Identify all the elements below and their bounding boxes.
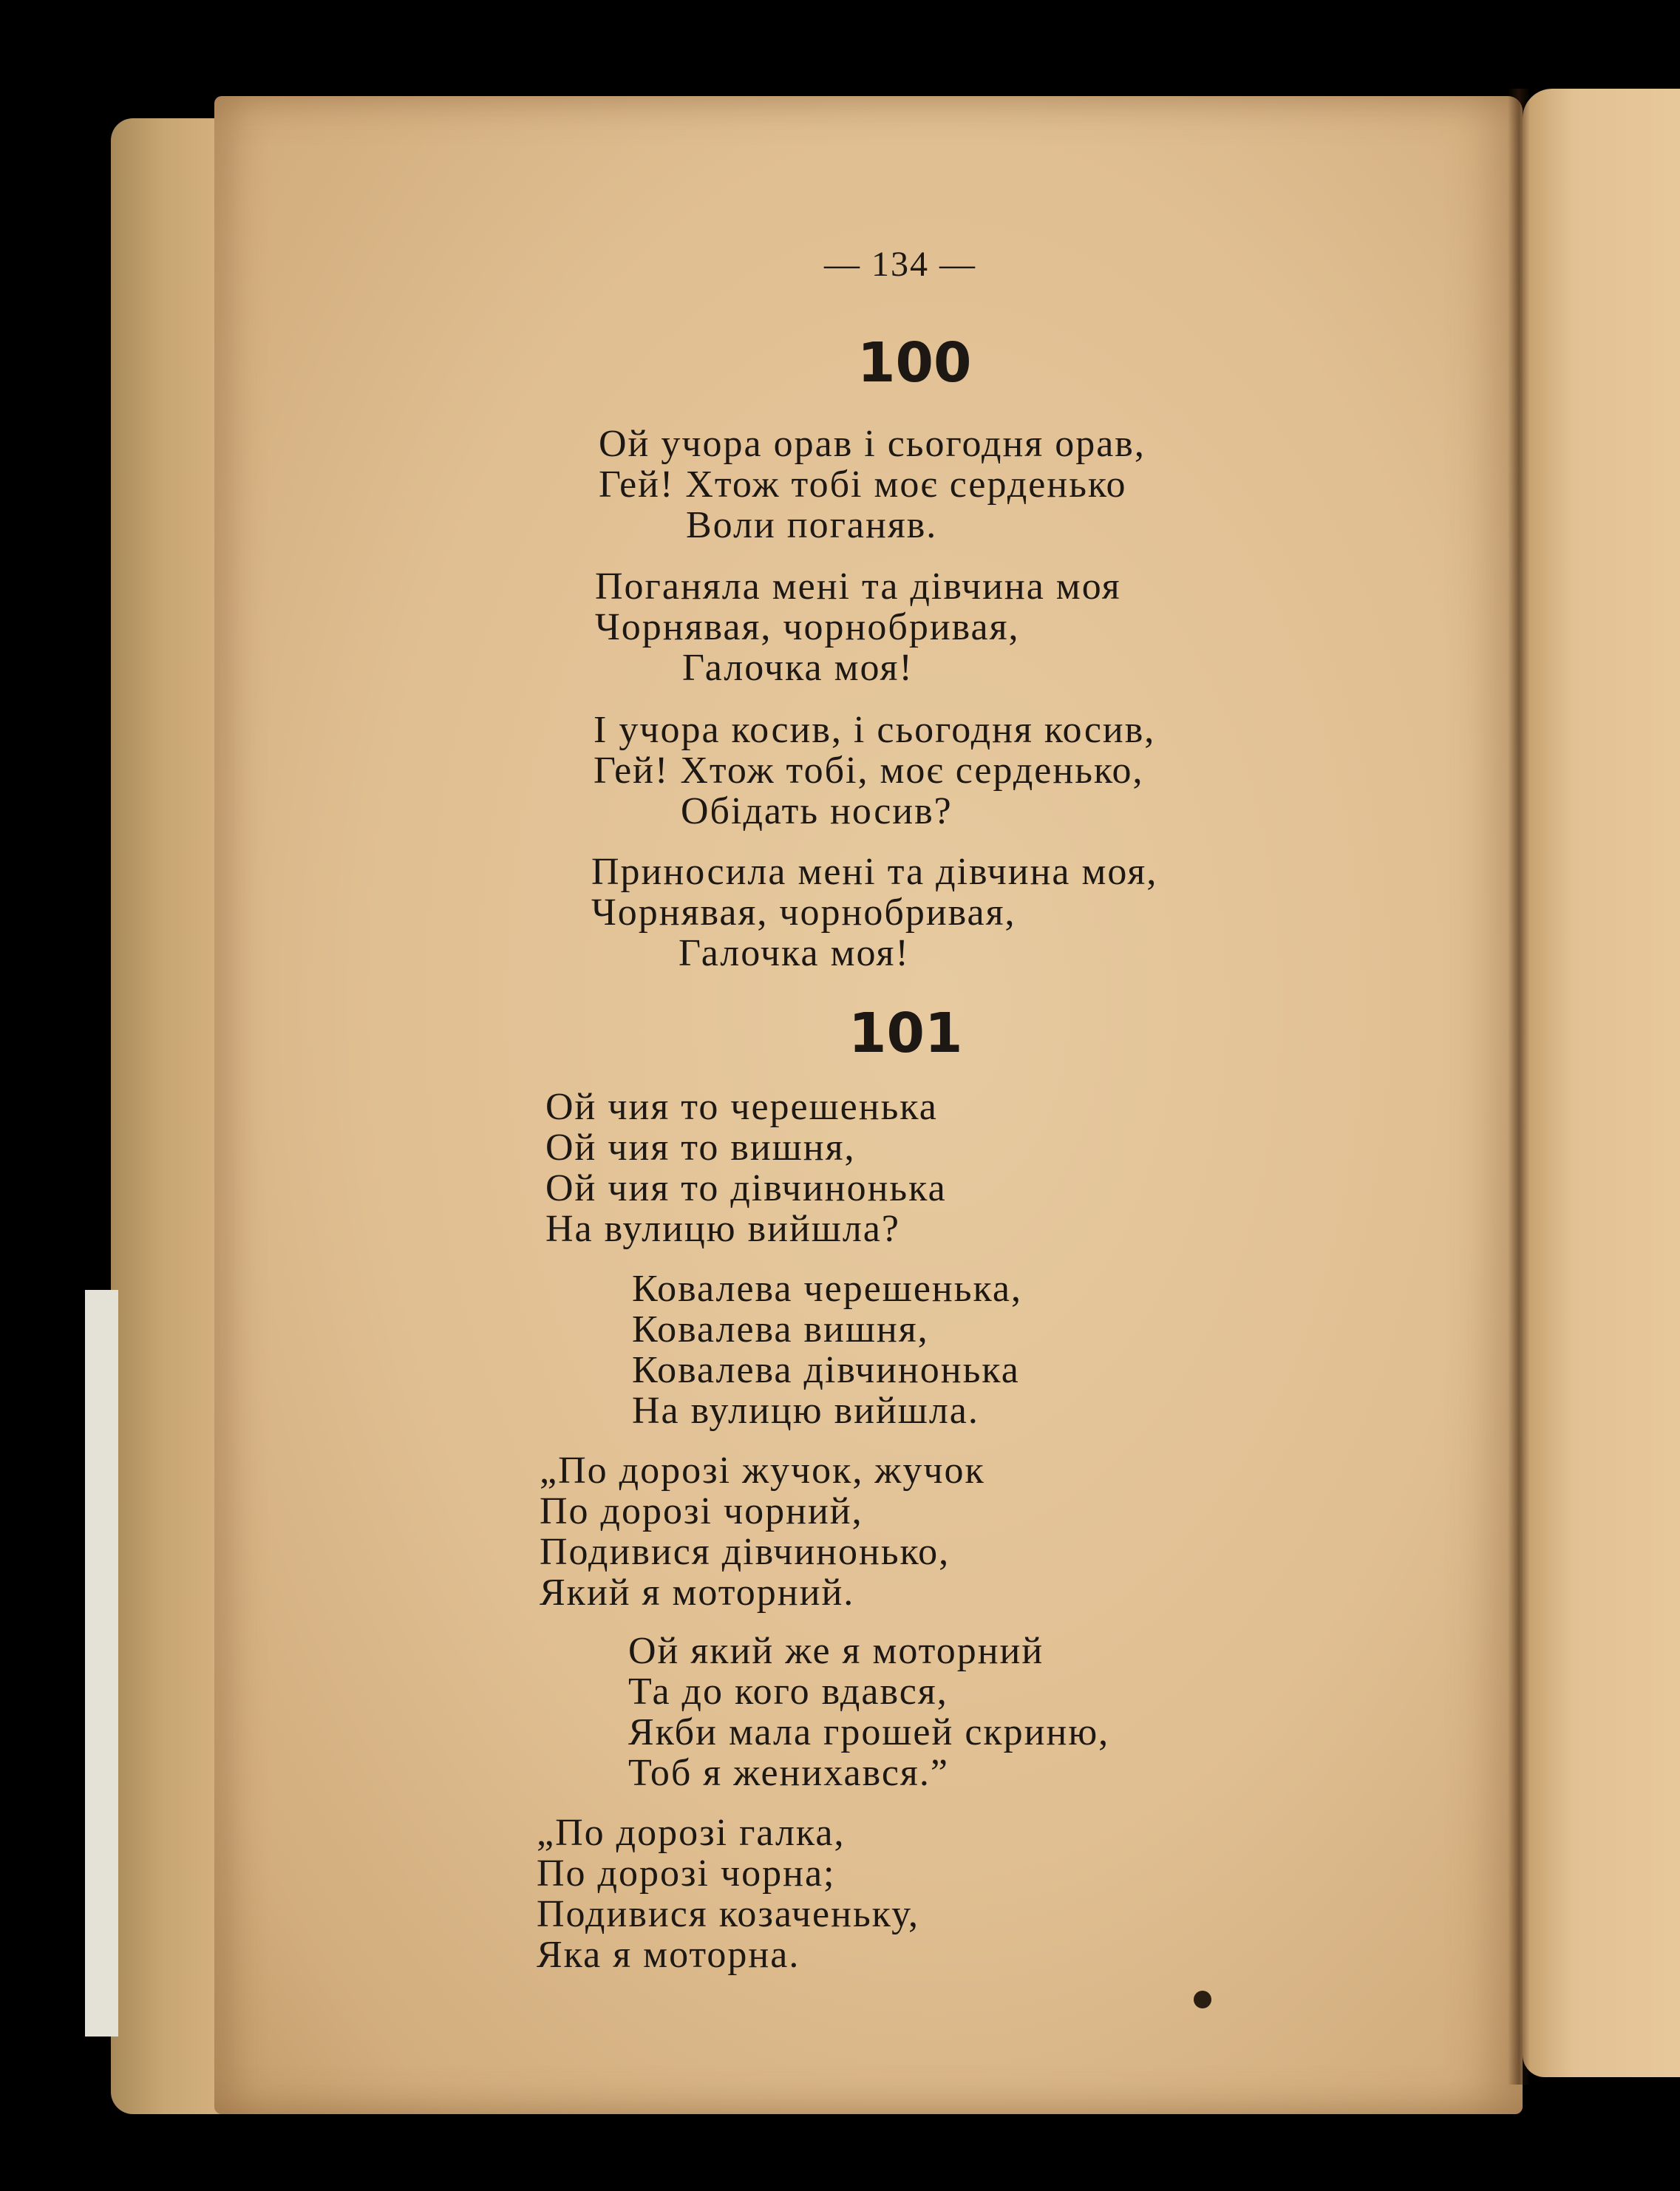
verse-line: Ой учора орав і сьогодня орав, (599, 423, 1146, 465)
verse-line: „По дорозі жучок, жучок (540, 1450, 985, 1492)
verse-line: Ковалева вишня, (632, 1308, 929, 1351)
song-100-stanza-2 (595, 566, 1121, 688)
verse-line: Подивися козаченьку, (537, 1893, 919, 1935)
verse-line: Поганяла мені та дівчина моя (595, 565, 1121, 608)
verse-line: Галочка моя! (679, 932, 910, 974)
verse-line: Ой чия то дівчинонька (545, 1167, 947, 1209)
verse-line: Ковалева черешенька, (632, 1268, 1023, 1310)
page-number: — 134 — (824, 245, 976, 284)
verse-line: Ой чия то черешенька (545, 1086, 938, 1128)
song-100-stanza-3 (594, 710, 1155, 832)
page-tab (85, 1290, 118, 2037)
verse-line: Воли поганяв. (686, 504, 938, 546)
verse-line: Ковалева дівчинонька (632, 1349, 1020, 1391)
verse-line: Гей! Хтож тобі моє серденько (599, 463, 1127, 506)
verse-line: Якби мала грошей скриню, (628, 1711, 1110, 1753)
verse-line: Та до кого вдався, (628, 1671, 948, 1713)
song-101-stanza-3 (540, 1450, 985, 1613)
song-101-stanza-4 (628, 1631, 1109, 1793)
verse-line: Який я моторний. (540, 1572, 855, 1614)
verse-line: Чорнявая, чорнобривая, (595, 606, 1020, 648)
song-101-stanza-1 (545, 1087, 947, 1249)
song-101-stanza-2 (632, 1268, 1022, 1431)
verse-line: „По дорозі галка, (537, 1812, 846, 1854)
verse-line: Тоб я женихався.” (628, 1752, 949, 1794)
song-number-101: 101 (848, 1002, 963, 1065)
verse-line: Подивися дівчинонько, (540, 1531, 950, 1573)
verse-line: Галочка моя! (682, 647, 914, 689)
verse-line: І учора косив, і сьогодня косив, (594, 709, 1156, 751)
verse-line: Обідать носив? (681, 790, 953, 832)
song-100-stanza-1 (599, 424, 1146, 546)
verse-line: На вулицю вийшла? (545, 1208, 900, 1250)
song-101-stanza-5 (537, 1813, 919, 1975)
verse-line: Яка я моторна. (537, 1934, 800, 1976)
song-100-stanza-4 (591, 852, 1157, 974)
verse-line: Ой чия то вишня, (545, 1127, 856, 1169)
verse-line: Гей! Хтож тобі, моє серденько, (594, 750, 1144, 792)
verse-line: По дорозі чорний, (540, 1490, 863, 1532)
book-gutter (1508, 89, 1530, 2085)
facing-page (1523, 89, 1680, 2077)
verse-line: Приносила мені та дівчина моя, (591, 851, 1158, 893)
song-number-100: 100 (857, 331, 972, 395)
verse-line: Чорнявая, чорнобривая, (591, 891, 1016, 934)
verse-line: По дорозі чорна; (537, 1852, 836, 1895)
verse-line: Ой який же я моторний (628, 1630, 1044, 1672)
ink-spot (1194, 1991, 1211, 2008)
verse-line: На вулицю вийшла. (632, 1390, 979, 1432)
